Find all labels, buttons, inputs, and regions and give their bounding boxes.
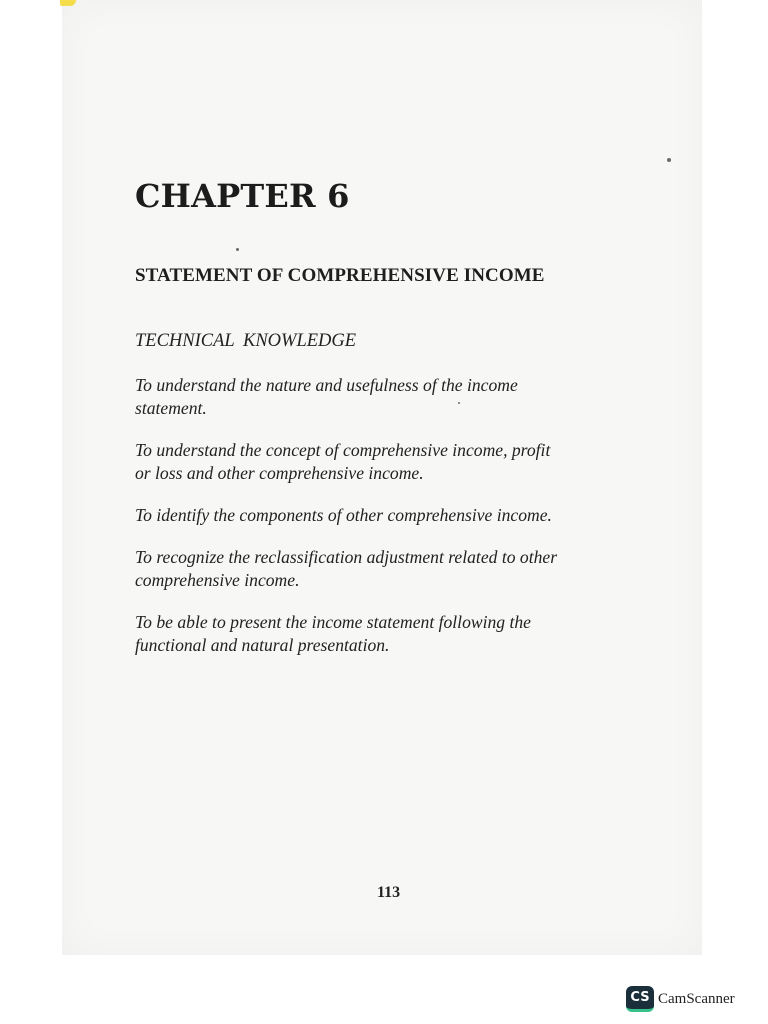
objective-item bbox=[135, 611, 645, 657]
scan-speck bbox=[236, 248, 239, 251]
camscanner-watermark bbox=[626, 986, 735, 1012]
objective-item bbox=[135, 504, 645, 527]
objective-line: functional and natural presentation. bbox=[135, 635, 390, 655]
scan-speck bbox=[667, 158, 671, 162]
objective-line: comprehensive income. bbox=[135, 570, 300, 590]
objective-line: statement. bbox=[135, 398, 207, 418]
page-number: 113 bbox=[377, 884, 401, 901]
objective-line: To understand the concept of comprehensive income, profit bbox=[135, 440, 551, 460]
camscanner-logo-icon: CS bbox=[626, 986, 654, 1012]
section-title: STATEMENT OF COMPREHENSIVE INCOME bbox=[135, 265, 545, 286]
objective-line: To identify the components of other comprehensive income. bbox=[135, 505, 552, 525]
objective-item bbox=[135, 374, 645, 420]
objective-line: To be able to present the income statement following the bbox=[135, 612, 531, 632]
objective-line: To recognize the reclassification adjustment related to other bbox=[135, 547, 558, 567]
objectives-list bbox=[135, 374, 645, 676]
objective-item bbox=[135, 546, 645, 592]
objective-line: To understand the nature and usefulness of the income bbox=[135, 375, 518, 395]
objective-item bbox=[135, 439, 645, 485]
subsection-title: TECHNICAL KNOWLEDGE bbox=[135, 331, 357, 351]
chapter-title: CHAPTER 6 bbox=[135, 177, 350, 215]
objective-line: or loss and other comprehensive income. bbox=[135, 463, 424, 483]
camscanner-name: CamScanner bbox=[658, 990, 735, 1007]
